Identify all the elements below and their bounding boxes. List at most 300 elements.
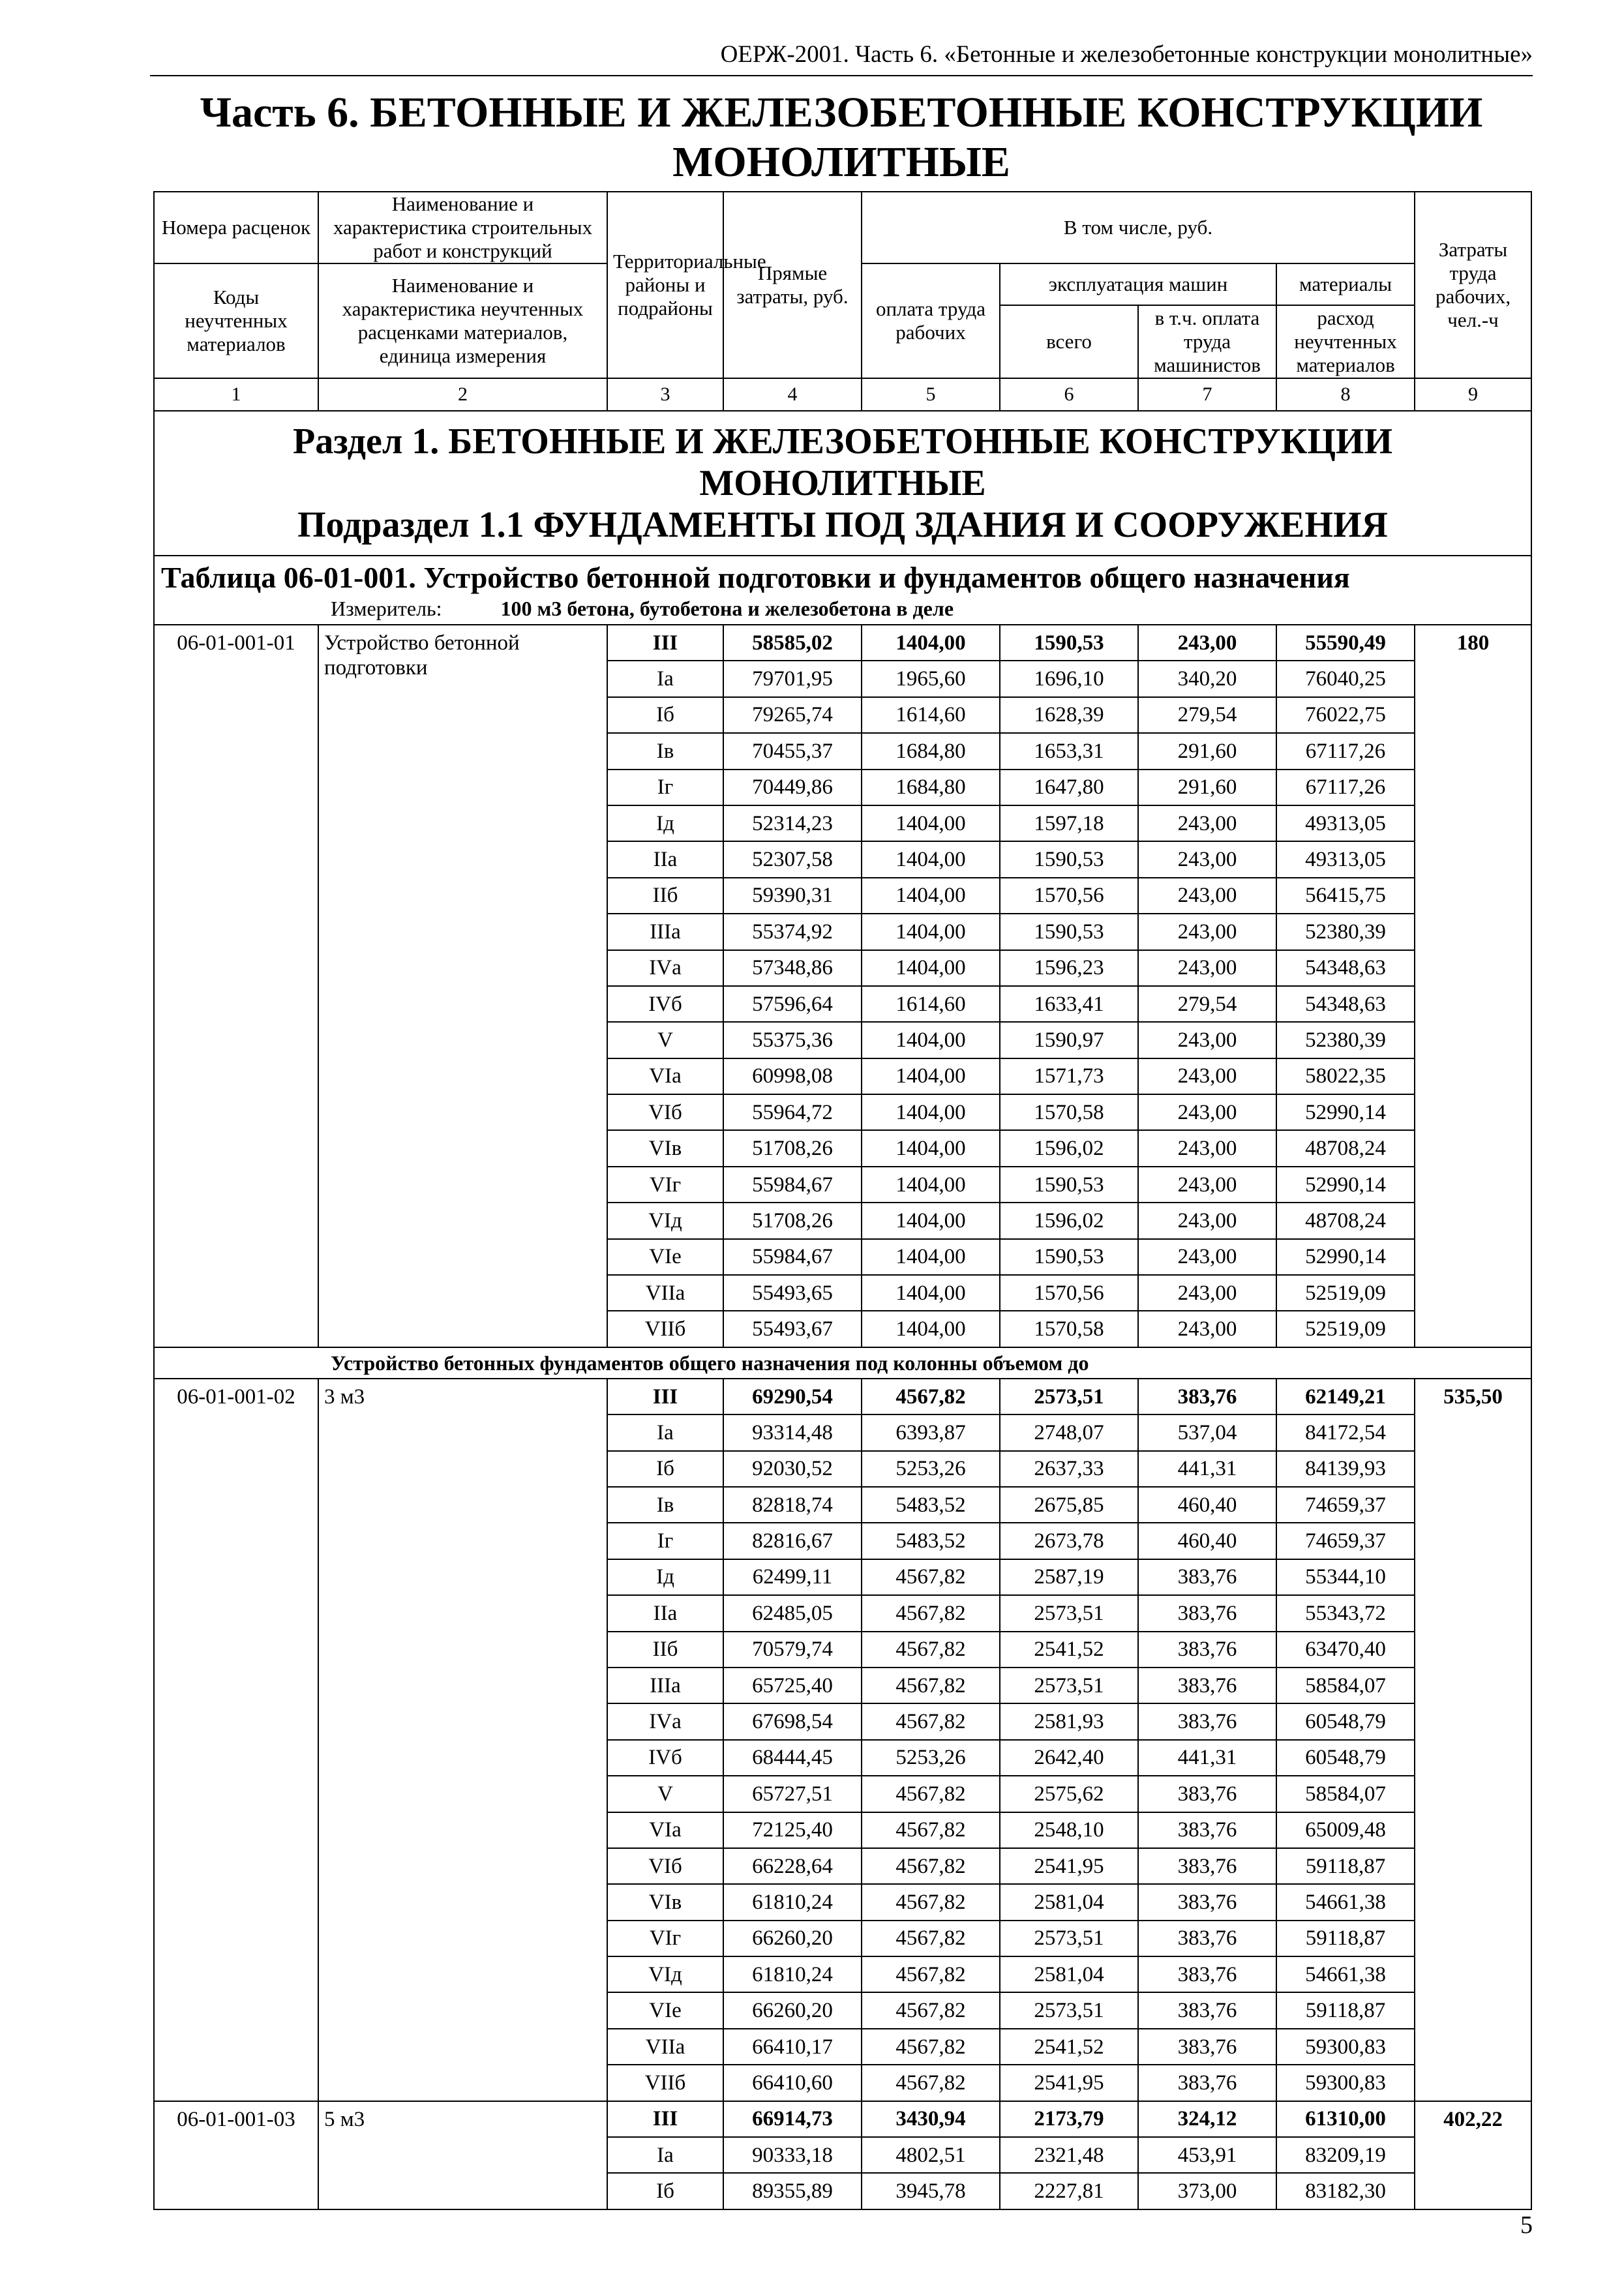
operator-pay-cell: 383,76 — [1138, 1776, 1276, 1812]
machines-cell: 1596,23 — [1000, 950, 1138, 986]
region-cell: IIа — [607, 1595, 723, 1631]
materials-cell: 48708,24 — [1276, 1203, 1415, 1238]
operator-pay-cell: 441,31 — [1138, 1451, 1276, 1487]
machines-cell: 1590,97 — [1000, 1022, 1138, 1058]
materials-cell: 76040,25 — [1276, 661, 1415, 696]
machines-cell: 2581,04 — [1000, 1956, 1138, 1992]
region-cell: Iв — [607, 733, 723, 769]
materials-cell: 63470,40 — [1276, 1632, 1415, 1668]
worker-pay-cell: 1404,00 — [862, 1167, 1000, 1203]
machines-cell: 2173,79 — [1000, 2101, 1138, 2137]
direct-cost-cell: 55984,67 — [723, 1167, 862, 1203]
direct-cost-cell: 66914,73 — [723, 2101, 862, 2137]
direct-cost-cell: 55984,67 — [723, 1239, 862, 1275]
operator-pay-cell: 243,00 — [1138, 805, 1276, 841]
region-cell: VIIа — [607, 2029, 723, 2065]
document-title: Часть 6. БЕТОННЫЕ И ЖЕЛЕЗОБЕТОННЫЕ КОНСТРУКЦИИ МОНОЛИТНЫЕ — [200, 89, 1483, 186]
direct-cost-cell: 55375,36 — [723, 1022, 862, 1058]
materials-cell: 59118,87 — [1276, 1921, 1415, 1956]
region-cell: Iа — [607, 2137, 723, 2173]
materials-cell: 55343,72 — [1276, 1595, 1415, 1631]
region-cell: Iг — [607, 1523, 723, 1559]
machines-cell: 2573,51 — [1000, 1595, 1138, 1631]
column-number-cell: 9 — [1415, 378, 1531, 411]
worker-pay-cell: 1404,00 — [862, 1022, 1000, 1058]
operator-pay-cell: 537,04 — [1138, 1414, 1276, 1450]
column-number-cell: 8 — [1276, 378, 1415, 411]
direct-cost-cell: 79265,74 — [723, 697, 862, 733]
region-cell: Iд — [607, 1559, 723, 1595]
machines-cell: 1590,53 — [1000, 841, 1138, 877]
region-cell: Iб — [607, 697, 723, 733]
labor-hours: 402,22 — [1415, 2101, 1531, 2209]
header-materials-group — [1276, 263, 1415, 378]
machines-cell: 1696,10 — [1000, 661, 1138, 696]
materials-cell: 74659,37 — [1276, 1523, 1415, 1559]
worker-pay-cell: 5483,52 — [862, 1487, 1000, 1523]
rate-code: 06-01-001-02 — [154, 1379, 318, 2101]
direct-cost-cell: 66410,60 — [723, 2065, 862, 2101]
rate-code: 06-01-001-01 — [154, 625, 318, 1347]
region-cell: VIIб — [607, 2065, 723, 2101]
worker-pay-cell: 1404,00 — [862, 841, 1000, 877]
operator-pay-cell: 243,00 — [1138, 1239, 1276, 1275]
machines-cell: 2321,48 — [1000, 2137, 1138, 2173]
machines-cell: 1590,53 — [1000, 625, 1138, 661]
direct-cost-cell: 51708,26 — [723, 1203, 862, 1238]
worker-pay-cell: 4567,82 — [862, 1776, 1000, 1812]
materials-cell: 52380,39 — [1276, 1022, 1415, 1058]
worker-pay-cell: 4567,82 — [862, 1956, 1000, 1992]
region-cell: IVа — [607, 1703, 723, 1739]
materials-cell: 54348,63 — [1276, 986, 1415, 1022]
materials-cell: 59300,83 — [1276, 2065, 1415, 2101]
worker-pay-cell: 1404,00 — [862, 1311, 1000, 1347]
table-title: Таблица 06-01-001. Устройство бетонной подготовки и фундаментов общего назначения — [154, 556, 1531, 595]
region-cell: VIг — [607, 1167, 723, 1203]
materials-cell: 67117,26 — [1276, 770, 1415, 805]
machines-cell: 1653,31 — [1000, 733, 1138, 769]
direct-cost-cell: 67698,54 — [723, 1703, 862, 1739]
machines-cell: 2541,52 — [1000, 2029, 1138, 2065]
region-cell: III — [607, 1379, 723, 1414]
region-cell: VIв — [607, 1130, 723, 1166]
header-labor-hours: Затраты труда рабочих, чел.-ч — [1415, 192, 1531, 378]
region-cell: VIе — [607, 1239, 723, 1275]
worker-pay-cell: 1404,00 — [862, 1203, 1000, 1238]
direct-cost-cell: 59390,31 — [723, 878, 862, 914]
worker-pay-cell: 1684,80 — [862, 770, 1000, 805]
operator-pay-cell: 243,00 — [1138, 1203, 1276, 1238]
direct-cost-cell: 66260,20 — [723, 1921, 862, 1956]
worker-pay-cell: 1404,00 — [862, 1130, 1000, 1166]
direct-cost-cell: 55374,92 — [723, 914, 862, 950]
measure-line — [154, 595, 1531, 625]
worker-pay-cell: 4802,51 — [862, 2137, 1000, 2173]
materials-cell: 83209,19 — [1276, 2137, 1415, 2173]
operator-pay-cell: 279,54 — [1138, 697, 1276, 733]
column-number-cell: 1 — [154, 378, 318, 411]
operator-pay-cell: 243,00 — [1138, 878, 1276, 914]
materials-cell: 54661,38 — [1276, 1956, 1415, 1992]
direct-cost-cell: 55493,67 — [723, 1311, 862, 1347]
machines-cell: 1628,39 — [1000, 697, 1138, 733]
worker-pay-cell: 4567,82 — [862, 1921, 1000, 1956]
operator-pay-cell: 441,31 — [1138, 1740, 1276, 1776]
materials-cell: 52990,14 — [1276, 1167, 1415, 1203]
worker-pay-cell: 5253,26 — [862, 1740, 1000, 1776]
column-number-cell: 2 — [318, 378, 607, 411]
worker-pay-cell: 4567,82 — [862, 1884, 1000, 1920]
operator-pay-cell: 383,76 — [1138, 1632, 1276, 1668]
header-material-name: Наименование и характеристика неучтенных расценками материалов, единица измерения — [318, 263, 607, 378]
machines-cell: 2227,81 — [1000, 2173, 1138, 2209]
header-unaccounted-materials: расход неучтенных материалов — [1294, 307, 1397, 376]
section-title — [154, 411, 1531, 556]
operator-pay-cell: 383,76 — [1138, 1379, 1276, 1414]
operator-pay-cell: 460,40 — [1138, 1487, 1276, 1523]
machines-cell: 2581,93 — [1000, 1703, 1138, 1739]
materials-cell: 56415,75 — [1276, 878, 1415, 914]
region-cell: V — [607, 1776, 723, 1812]
header-regions: Территориальные районы и подрайоны — [607, 192, 723, 378]
machines-cell: 1570,58 — [1000, 1094, 1138, 1130]
direct-cost-cell: 79701,95 — [723, 661, 862, 696]
direct-cost-cell: 52314,23 — [723, 805, 862, 841]
region-cell: Iд — [607, 805, 723, 841]
direct-cost-cell: 90333,18 — [723, 2137, 862, 2173]
direct-cost-cell: 93314,48 — [723, 1414, 862, 1450]
machines-cell: 2541,52 — [1000, 1632, 1138, 1668]
worker-pay-cell: 4567,82 — [862, 1632, 1000, 1668]
region-cell: VIIа — [607, 1275, 723, 1311]
header-operator-pay: в т.ч. оплата труда машинистов — [1154, 307, 1261, 376]
region-cell: Iб — [607, 1451, 723, 1487]
materials-cell: 49313,05 — [1276, 841, 1415, 877]
direct-cost-cell: 58585,02 — [723, 625, 862, 661]
operator-pay-cell: 291,60 — [1138, 770, 1276, 805]
header-materials: материалы — [1277, 264, 1414, 305]
worker-pay-cell: 1404,00 — [862, 1058, 1000, 1094]
direct-cost-cell: 55964,72 — [723, 1094, 862, 1130]
column-numbers-row — [154, 378, 1531, 411]
materials-cell: 58022,35 — [1276, 1058, 1415, 1094]
measure-value: 100 м3 бетона, бутобетона и железобетона в деле — [500, 597, 954, 620]
materials-cell: 76022,75 — [1276, 697, 1415, 733]
materials-cell: 48708,24 — [1276, 1130, 1415, 1166]
column-number-cell: 3 — [607, 378, 723, 411]
operator-pay-cell: 383,76 — [1138, 1703, 1276, 1739]
region-cell: IVб — [607, 1740, 723, 1776]
region-cell: VIа — [607, 1812, 723, 1848]
region-cell: VIIб — [607, 1311, 723, 1347]
materials-cell: 60548,79 — [1276, 1740, 1415, 1776]
direct-cost-cell: 66228,64 — [723, 1848, 862, 1884]
machines-cell: 2573,51 — [1000, 1379, 1138, 1414]
worker-pay-cell: 1404,00 — [862, 878, 1000, 914]
materials-cell: 52519,09 — [1276, 1311, 1415, 1347]
region-cell: IIIа — [607, 1668, 723, 1703]
direct-cost-cell: 70579,74 — [723, 1632, 862, 1668]
direct-cost-cell: 57596,64 — [723, 986, 862, 1022]
operator-pay-cell: 383,76 — [1138, 1992, 1276, 2028]
region-cell: Iв — [607, 1487, 723, 1523]
machines-cell: 2748,07 — [1000, 1414, 1138, 1450]
worker-pay-cell: 1404,00 — [862, 1239, 1000, 1275]
operator-pay-cell: 324,12 — [1138, 2101, 1276, 2137]
direct-cost-cell: 92030,52 — [723, 1451, 862, 1487]
operator-pay-cell: 243,00 — [1138, 841, 1276, 877]
direct-cost-cell: 60998,08 — [723, 1058, 862, 1094]
direct-cost-cell: 65725,40 — [723, 1668, 862, 1703]
region-cell: VIа — [607, 1058, 723, 1094]
direct-cost-cell: 66260,20 — [723, 1992, 862, 2028]
operator-pay-cell: 291,60 — [1138, 733, 1276, 769]
operator-pay-cell: 383,76 — [1138, 1956, 1276, 1992]
labor-hours: 180 — [1415, 625, 1531, 1347]
machines-cell: 1596,02 — [1000, 1130, 1138, 1166]
operator-pay-cell: 383,76 — [1138, 1559, 1276, 1595]
machines-cell: 2581,04 — [1000, 1884, 1138, 1920]
direct-cost-cell: 55493,65 — [723, 1275, 862, 1311]
work-name: 3 м3 — [318, 1379, 607, 2101]
section-heading: Раздел 1. БЕТОННЫЕ И ЖЕЛЕЗОБЕТОННЫЕ КОНСТРУКЦИИ МОНОЛИТНЫЕ — [292, 421, 1393, 503]
column-number-cell: 6 — [1000, 378, 1138, 411]
machines-cell: 2573,51 — [1000, 1668, 1138, 1703]
direct-cost-cell: 89355,89 — [723, 2173, 862, 2209]
operator-pay-cell: 243,00 — [1138, 914, 1276, 950]
materials-cell: 65009,48 — [1276, 1812, 1415, 1848]
region-cell: IIIа — [607, 914, 723, 950]
region-cell: Iа — [607, 1414, 723, 1450]
region-cell: VIд — [607, 1203, 723, 1238]
machines-cell: 1570,58 — [1000, 1311, 1138, 1347]
materials-cell: 49313,05 — [1276, 805, 1415, 841]
materials-cell: 55590,49 — [1276, 625, 1415, 661]
direct-cost-cell: 61810,24 — [723, 1956, 862, 1992]
worker-pay-cell: 1965,60 — [862, 661, 1000, 696]
labor-hours: 535,50 — [1415, 1379, 1531, 2101]
worker-pay-cell: 6393,87 — [862, 1414, 1000, 1450]
materials-cell: 59118,87 — [1276, 1992, 1415, 2028]
operator-pay-cell: 383,76 — [1138, 1668, 1276, 1703]
page-number: 5 — [1520, 2211, 1533, 2239]
machines-cell: 2587,19 — [1000, 1559, 1138, 1595]
materials-cell: 54348,63 — [1276, 950, 1415, 986]
worker-pay-cell: 3430,94 — [862, 2101, 1000, 2137]
column-number-cell: 5 — [862, 378, 1000, 411]
direct-cost-cell: 82818,74 — [723, 1487, 862, 1523]
region-cell: III — [607, 2101, 723, 2137]
machines-cell: 1571,73 — [1000, 1058, 1138, 1094]
worker-pay-cell: 4567,82 — [862, 1379, 1000, 1414]
operator-pay-cell: 243,00 — [1138, 1130, 1276, 1166]
direct-cost-cell: 61810,24 — [723, 1884, 862, 1920]
header-rate-numbers: Номера расценок — [154, 192, 318, 263]
header-machines: эксплуатация машин — [1000, 264, 1276, 305]
materials-cell: 58584,07 — [1276, 1776, 1415, 1812]
region-cell: VIе — [607, 1992, 723, 2028]
work-name: Устройство бетонной подготовки — [318, 625, 607, 1347]
header-direct-costs: Прямые затраты, руб. — [723, 192, 862, 378]
operator-pay-cell: 460,40 — [1138, 1523, 1276, 1559]
operator-pay-cell: 243,00 — [1138, 950, 1276, 986]
table-row — [154, 625, 1531, 661]
machines-cell: 1590,53 — [1000, 1239, 1138, 1275]
machines-cell: 1590,53 — [1000, 1167, 1138, 1203]
measure-label: Измеритель: — [331, 597, 442, 620]
header-worker-pay: оплата труда рабочих — [862, 263, 1000, 378]
worker-pay-cell: 1614,60 — [862, 986, 1000, 1022]
worker-pay-cell: 3945,78 — [862, 2173, 1000, 2209]
machines-cell: 2637,33 — [1000, 1451, 1138, 1487]
header-machines-total: всего — [1000, 305, 1138, 378]
operator-pay-cell: 243,00 — [1138, 1275, 1276, 1311]
operator-pay-cell: 383,76 — [1138, 1848, 1276, 1884]
operator-pay-cell: 243,00 — [1138, 1311, 1276, 1347]
machines-cell: 2573,51 — [1000, 1992, 1138, 2028]
machines-cell: 1597,18 — [1000, 805, 1138, 841]
machines-cell: 1590,53 — [1000, 914, 1138, 950]
materials-cell: 74659,37 — [1276, 1487, 1415, 1523]
running-header: ОЕРЖ-2001. Часть 6. «Бетонные и железобетонные конструкции монолитные» — [150, 40, 1533, 76]
materials-cell: 55344,10 — [1276, 1559, 1415, 1595]
region-cell: VIв — [607, 1884, 723, 1920]
operator-pay-cell: 383,76 — [1138, 1595, 1276, 1631]
worker-pay-cell: 4567,82 — [862, 1848, 1000, 1884]
direct-cost-cell: 62499,11 — [723, 1559, 862, 1595]
header-work-name: Наименование и характеристика строительных работ и конструкций — [318, 192, 607, 263]
operator-pay-cell: 453,91 — [1138, 2137, 1276, 2173]
region-cell: VIд — [607, 1956, 723, 1992]
materials-cell: 52990,14 — [1276, 1239, 1415, 1275]
worker-pay-cell: 4567,82 — [862, 1595, 1000, 1631]
operator-pay-cell: 383,76 — [1138, 2065, 1276, 2101]
machines-cell: 2541,95 — [1000, 1848, 1138, 1884]
operator-pay-cell: 243,00 — [1138, 1058, 1276, 1094]
direct-cost-cell: 68444,45 — [723, 1740, 862, 1776]
column-number-cell: 7 — [1138, 378, 1276, 411]
machines-cell: 1570,56 — [1000, 1275, 1138, 1311]
table-row — [154, 1379, 1531, 1414]
direct-cost-cell: 65727,51 — [723, 1776, 862, 1812]
materials-cell: 52519,09 — [1276, 1275, 1415, 1311]
region-cell: VIб — [607, 1848, 723, 1884]
materials-cell: 84139,93 — [1276, 1451, 1415, 1487]
table-row — [154, 2101, 1531, 2137]
worker-pay-cell: 1404,00 — [862, 914, 1000, 950]
worker-pay-cell: 1404,00 — [862, 805, 1000, 841]
worker-pay-cell: 4567,82 — [862, 1668, 1000, 1703]
worker-pay-cell: 1404,00 — [862, 625, 1000, 661]
region-cell: IVб — [607, 986, 723, 1022]
machines-cell: 1647,80 — [1000, 770, 1138, 805]
machines-cell: 2541,95 — [1000, 2065, 1138, 2101]
rates-table — [153, 191, 1532, 2210]
region-cell: IIб — [607, 1632, 723, 1668]
operator-pay-cell: 383,76 — [1138, 1884, 1276, 1920]
direct-cost-cell: 51708,26 — [723, 1130, 862, 1166]
region-cell: Iг — [607, 770, 723, 805]
worker-pay-cell: 1614,60 — [862, 697, 1000, 733]
machines-cell: 2575,62 — [1000, 1776, 1138, 1812]
operator-pay-cell: 279,54 — [1138, 986, 1276, 1022]
region-cell: Iа — [607, 661, 723, 696]
machines-cell: 2573,51 — [1000, 1921, 1138, 1956]
materials-cell: 59300,83 — [1276, 2029, 1415, 2065]
worker-pay-cell: 1404,00 — [862, 1275, 1000, 1311]
region-cell: V — [607, 1022, 723, 1058]
operator-pay-cell: 383,76 — [1138, 2029, 1276, 2065]
worker-pay-cell: 4567,82 — [862, 2029, 1000, 2065]
worker-pay-cell: 5253,26 — [862, 1451, 1000, 1487]
direct-cost-cell: 82816,67 — [723, 1523, 862, 1559]
materials-cell: 60548,79 — [1276, 1703, 1415, 1739]
operator-pay-cell: 243,00 — [1138, 625, 1276, 661]
header-including: В том числе, руб. — [862, 192, 1415, 263]
direct-cost-cell: 72125,40 — [723, 1812, 862, 1848]
region-cell: IVа — [607, 950, 723, 986]
materials-cell: 83182,30 — [1276, 2173, 1415, 2209]
direct-cost-cell: 66410,17 — [723, 2029, 862, 2065]
machines-cell: 2548,10 — [1000, 1812, 1138, 1848]
operator-pay-cell: 373,00 — [1138, 2173, 1276, 2209]
region-cell: IIа — [607, 841, 723, 877]
region-cell: Iб — [607, 2173, 723, 2209]
column-number-cell: 4 — [723, 378, 862, 411]
worker-pay-cell: 5483,52 — [862, 1523, 1000, 1559]
region-cell: III — [607, 625, 723, 661]
worker-pay-cell: 4567,82 — [862, 1992, 1000, 2028]
region-cell: IIб — [607, 878, 723, 914]
worker-pay-cell: 4567,82 — [862, 1559, 1000, 1595]
direct-cost-cell: 70455,37 — [723, 733, 862, 769]
direct-cost-cell: 62485,05 — [723, 1595, 862, 1631]
rate-code: 06-01-001-03 — [154, 2101, 318, 2209]
machines-cell: 1570,56 — [1000, 878, 1138, 914]
region-cell: VIг — [607, 1921, 723, 1956]
operator-pay-cell: 383,76 — [1138, 1812, 1276, 1848]
region-cell: VIб — [607, 1094, 723, 1130]
direct-cost-cell: 52307,58 — [723, 841, 862, 877]
machines-cell: 1596,02 — [1000, 1203, 1138, 1238]
work-name: 5 м3 — [318, 2101, 607, 2209]
materials-cell: 67117,26 — [1276, 733, 1415, 769]
operator-pay-cell: 383,76 — [1138, 1921, 1276, 1956]
materials-cell: 52990,14 — [1276, 1094, 1415, 1130]
worker-pay-cell: 1684,80 — [862, 733, 1000, 769]
worker-pay-cell: 4567,82 — [862, 2065, 1000, 2101]
materials-cell: 52380,39 — [1276, 914, 1415, 950]
materials-cell: 58584,07 — [1276, 1668, 1415, 1703]
worker-pay-cell: 1404,00 — [862, 1094, 1000, 1130]
group-title: Устройство бетонных фундаментов общего назначения под колонны объемом до — [154, 1347, 1531, 1379]
materials-cell: 61310,00 — [1276, 2101, 1415, 2137]
materials-cell: 62149,21 — [1276, 1379, 1415, 1414]
operator-pay-cell: 243,00 — [1138, 1167, 1276, 1203]
materials-cell: 59118,87 — [1276, 1848, 1415, 1884]
direct-cost-cell: 69290,54 — [723, 1379, 862, 1414]
materials-cell: 84172,54 — [1276, 1414, 1415, 1450]
direct-cost-cell: 57348,86 — [723, 950, 862, 986]
header-material-codes: Коды неучтенных материалов — [154, 263, 318, 378]
worker-pay-cell: 1404,00 — [862, 950, 1000, 986]
operator-pay-cell: 243,00 — [1138, 1094, 1276, 1130]
operator-pay-cell: 340,20 — [1138, 661, 1276, 696]
machines-cell: 2642,40 — [1000, 1740, 1138, 1776]
direct-cost-cell: 70449,86 — [723, 770, 862, 805]
machines-cell: 1633,41 — [1000, 986, 1138, 1022]
